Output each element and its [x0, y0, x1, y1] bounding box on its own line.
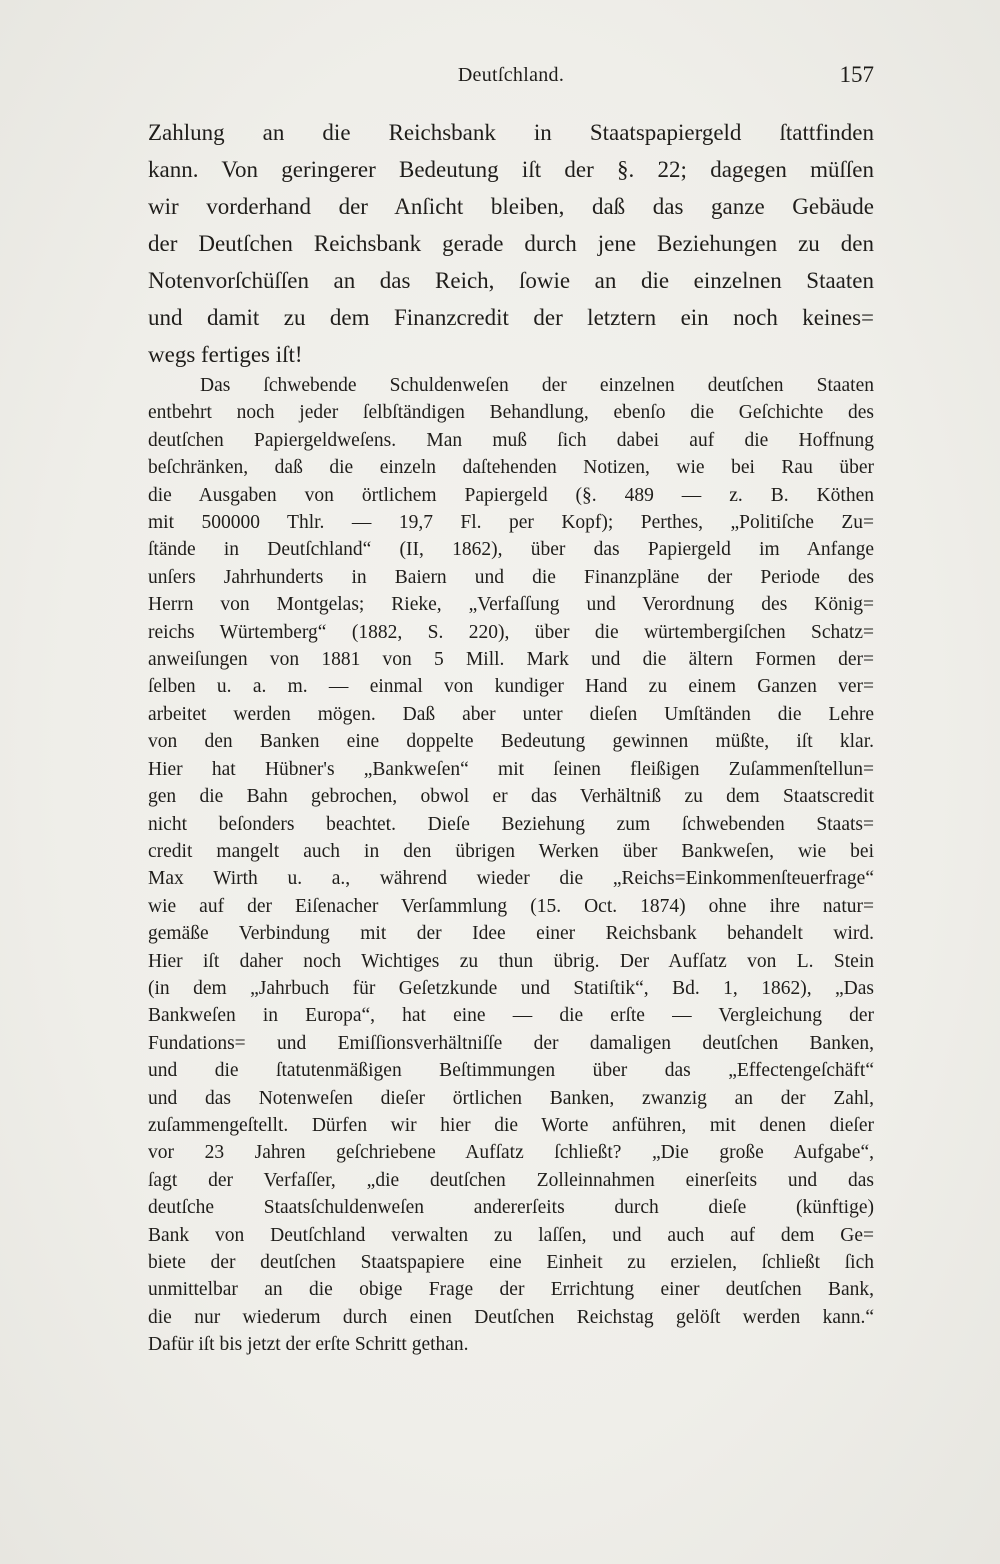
- small-line-33: biete der deutſchen Staatspapiere eine Einheit zu erzielen, ſchließt ſich: [148, 1252, 874, 1273]
- small-line-24: Bankweſen in Europa“, hat eine — die erſte — Vergleichung der: [148, 1005, 874, 1027]
- page-header: [148, 58, 874, 92]
- small-line-14: von den Banken eine doppelte Bedeutung gewinnen müßte, iſt klar.: [148, 731, 874, 753]
- small-line-10: reichs Würtemberg“ (1882, S. 220), über die würtembergiſchen Schatz=: [148, 621, 874, 643]
- small-line-8: unſers Jahrhunderts in Baiern und die Finanzpläne der Periode des: [148, 566, 874, 588]
- small-line-19: Max Wirth u. a., während wieder die „Reichs=Einkommenſteuerfrage“: [148, 868, 874, 890]
- small-line-27: und das Notenweſen dieſer örtlichen Banken, zwanzig an der Zahl,: [148, 1087, 874, 1109]
- small-line-23: (in dem „Jahrbuch für Geſetzkunde und Statiſtik“, Bd. 1, 1862), „Das: [148, 977, 874, 999]
- small-line-34: unmittelbar an die obige Frage der Errichtung einer deutſchen Bank,: [148, 1279, 874, 1301]
- main-line-4: der Deutſchen Reichsbank gerade durch jene Beziehungen zu den: [148, 231, 874, 256]
- small-line-5: die Ausgaben von örtlichem Papiergeld (§. 489 — z. B. Köthen: [148, 484, 874, 506]
- small-line-30: ſagt der Verfaſſer, „die deutſchen Zolleinnahmen einerſeits und das: [148, 1169, 874, 1191]
- small-line-7: ſtände in Deutſchland“ (II, 1862), über das Papiergeld im Anfange: [148, 539, 874, 561]
- main-line-2: kann. Von geringerer Bedeutung iſt der §. 22; dagegen müſſen: [148, 157, 874, 182]
- small-line-20: wie auf der Eiſenacher Verſammlung (15. Oct. 1874) ohne ihre natur=: [148, 895, 874, 917]
- small-print-paragraph: [148, 372, 874, 1359]
- main-paragraph: [148, 114, 874, 373]
- small-line-28: zuſammengeſtellt. Dürfen wir hier die Worte anführen, mit denen dieſer: [148, 1114, 874, 1136]
- small-line-3: deutſchen Papiergeldweſens. Man muß ſich dabei auf die Hoffnung: [148, 429, 874, 451]
- small-line-32: Bank von Deutſchland verwalten zu laſſen, und auch auf dem Ge=: [148, 1224, 874, 1246]
- small-line-4: beſchränken, daß die einzeln daſtehenden Notizen, wie bei Rau über: [148, 457, 874, 479]
- page-number: 157: [839, 62, 874, 87]
- small-line-15: Hier hat Hübner's „Bankweſen“ mit ſeinen fleißigen Zuſammenſtellun=: [148, 758, 874, 780]
- small-line-6: mit 500000 Thlr. — 19,7 Fl. per Kopf); Perthes, „Politiſche Zu=: [148, 512, 874, 534]
- small-line-13: arbeitet werden mögen. Daß aber unter dieſen Umſtänden die Lehre: [148, 703, 874, 725]
- small-line-25: Fundations= und Emiſſionsverhältniſſe der damaligen deutſchen Banken,: [148, 1032, 874, 1054]
- small-line-22: Hier iſt daher noch Wichtiges zu thun übrig. Der Aufſatz von L. Stein: [148, 950, 874, 972]
- small-line-17: nicht beſonders beachtet. Dieſe Beziehung zum ſchwebenden Staats=: [148, 813, 874, 835]
- main-line-7: wegs fertiges iſt!: [148, 342, 303, 367]
- main-line-6: und damit zu dem Finanzcredit der letztern ein noch keines=: [148, 305, 874, 330]
- main-line-5: Notenvorſchüſſen an das Reich, ſowie an die einzelnen Staaten: [148, 268, 874, 293]
- main-line-1: Zahlung an die Reichsbank in Staatspapiergeld ſtattfinden: [148, 120, 874, 145]
- small-line-1: Das ſchwebende Schuldenweſen der einzelnen deutſchen Staaten: [200, 375, 874, 396]
- small-line-26: und die ſtatutenmäßigen Beſtimmungen über das „Effectengeſchäft“: [148, 1060, 874, 1082]
- small-line-2: entbehrt noch jeder ſelbſtändigen Behandlung, ebenſo die Geſchichte des: [148, 402, 874, 424]
- small-line-35: die nur wiederum durch einen Deutſchen Reichstag gelöſt werden kann.“: [148, 1306, 874, 1328]
- main-line-3: wir vorderhand der Anſicht bleiben, daß das ganze Gebäude: [148, 194, 874, 219]
- small-line-31: deutſche Staatsſchuldenweſen andererſeits durch dieſe (künftige): [148, 1197, 874, 1219]
- small-line-29: vor 23 Jahren geſchriebene Aufſatz ſchließt? „Die große Aufgabe“,: [148, 1142, 874, 1164]
- small-line-36: Dafür iſt bis jetzt der erſte Schritt gethan.: [148, 1334, 469, 1356]
- small-line-12: ſelben u. a. m. — einmal von kundiger Hand zu einem Ganzen ver=: [148, 676, 874, 698]
- small-line-16: gen die Bahn gebrochen, obwol er das Verhältniß zu dem Staatscredit: [148, 786, 874, 808]
- small-line-21: gemäße Verbindung mit der Idee einer Reichsbank behandelt wird.: [148, 923, 874, 945]
- small-line-11: anweiſungen von 1881 von 5 Mill. Mark und die ältern Formen der=: [148, 649, 874, 671]
- small-line-9: Herrn von Montgelas; Rieke, „Verfaſſung und Verordnung des König=: [148, 594, 874, 616]
- small-line-18: credit mangelt auch in den übrigen Werken über Bankweſen, wie bei: [148, 840, 874, 862]
- running-head: Deutſchland.: [457, 64, 565, 86]
